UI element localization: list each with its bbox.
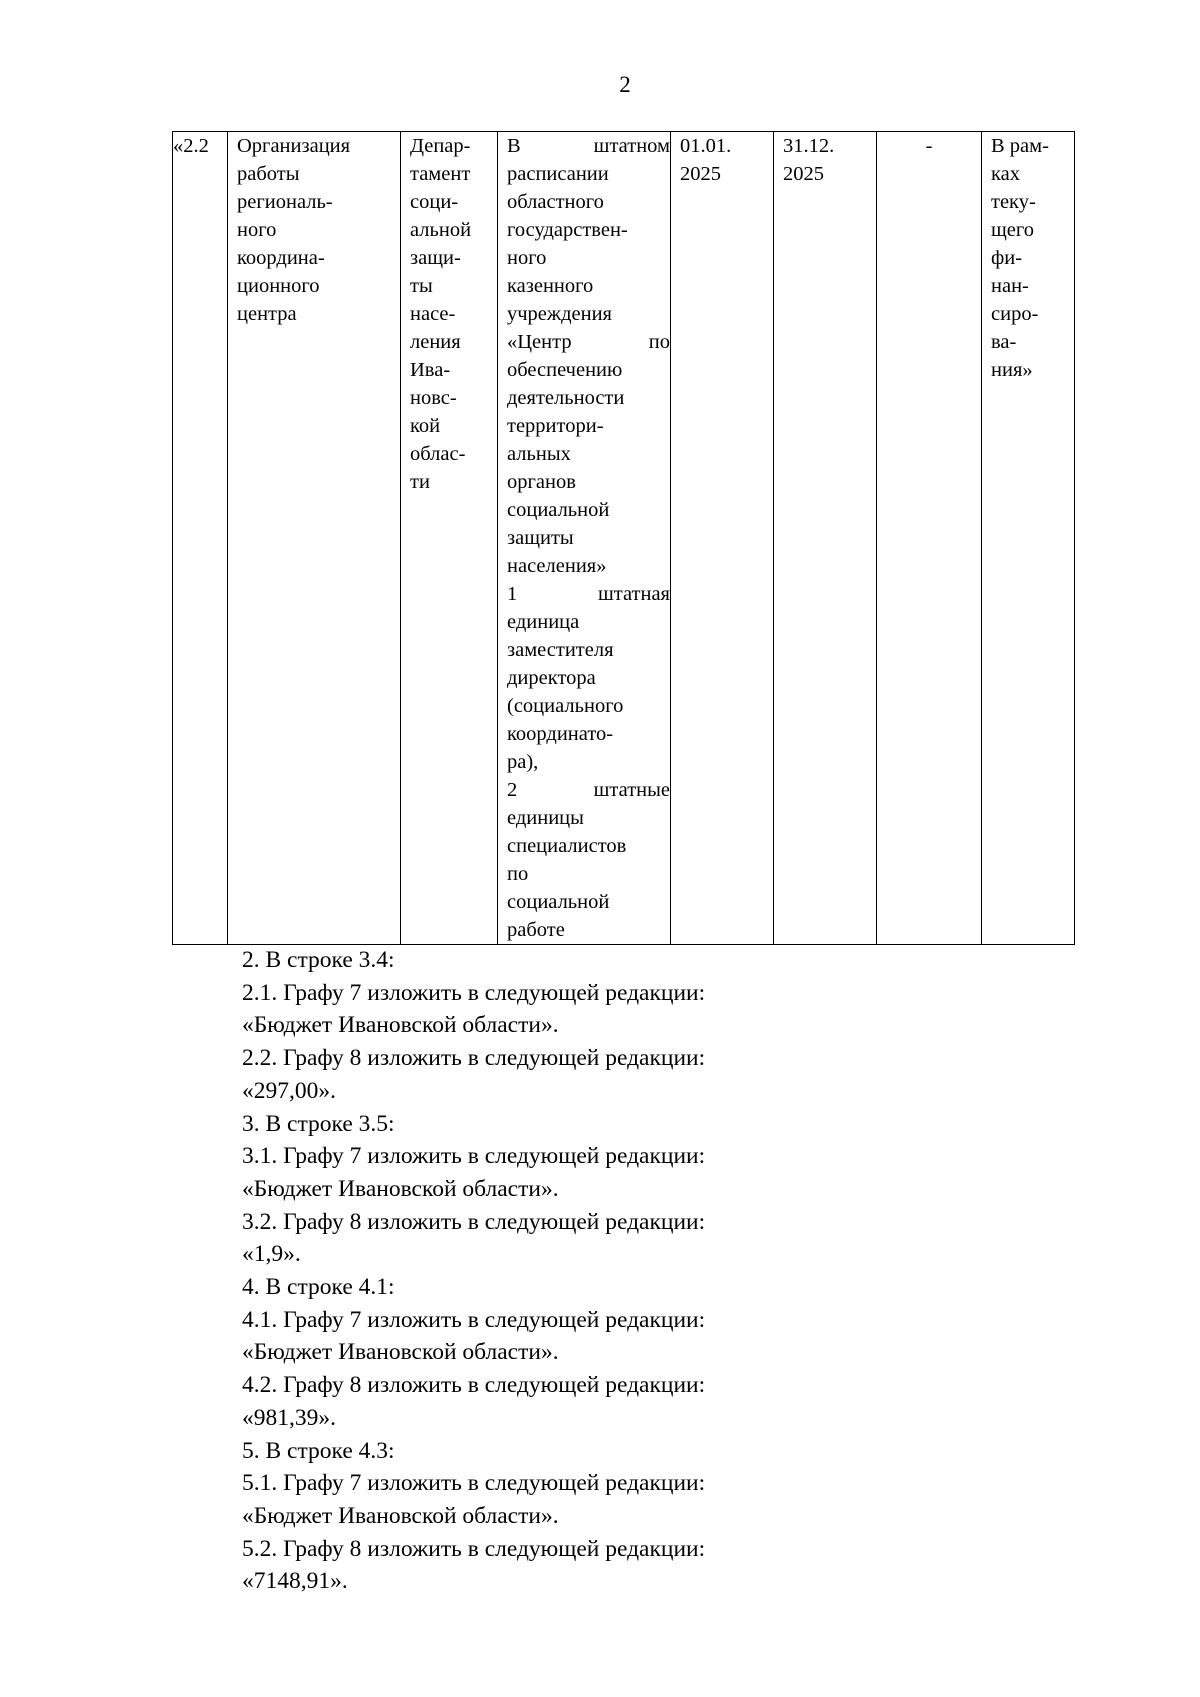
cell-expected-result [498, 132, 671, 945]
table [172, 131, 1075, 945]
paragraph: 5.1. Графу 7 изложить в следующей редакции: [242, 1470, 706, 1497]
paragraph: «7148,91». [242, 1568, 348, 1595]
cell-funding-source: В рам- ках теку- щего фи- нан- сиро- ва- ния» [982, 132, 1075, 945]
paragraph: «Бюджет Ивановской области». [242, 1012, 559, 1039]
result-line: 1 штатная [507, 583, 670, 605]
cell-end-date: 31.12. 2025 [774, 132, 877, 945]
table-row [173, 132, 1075, 945]
paragraph: 4.1. Графу 7 изложить в следующей редакции: [242, 1306, 706, 1333]
result-line: В штатном [507, 135, 670, 157]
result-text: единицы специалистов по социальной работе [507, 807, 627, 941]
paragraph: «1,9». [242, 1241, 301, 1268]
cell-activity-name: Организация работы региональ- ного координа- ционного центра [228, 132, 401, 945]
paragraph: «Бюджет Ивановской области». [242, 1175, 559, 1202]
result-line: 2 штатные [507, 779, 670, 801]
paragraph: 2. В строке 3.4: [242, 947, 395, 973]
paragraph: 2.1. Графу 7 изложить в следующей редакции: [242, 979, 706, 1006]
paragraph: «297,00». [242, 1077, 336, 1104]
plan-table [172, 131, 1075, 945]
paragraph: «Бюджет Ивановской области». [242, 1502, 559, 1529]
paragraph: 3. В строке 3.5: [242, 1110, 395, 1137]
paragraph: 3.1. Графу 7 изложить в следующей редакции: [242, 1143, 706, 1170]
paragraph: «981,39». [242, 1404, 336, 1431]
paragraph: 4. В строке 4.1: [242, 1274, 395, 1301]
cell-row-number: «2.2 [173, 132, 228, 945]
paragraph: 5.2. Графу 8 изложить в следующей редакции: [242, 1535, 706, 1562]
cell-start-date: 01.01. 2025 [671, 132, 774, 945]
paragraph: 4.2. Графу 8 изложить в следующей редакции: [242, 1372, 706, 1399]
paragraph: 5. В строке 4.3: [242, 1437, 395, 1464]
result-text: единица заместителя директора (социального координато- ра), [507, 611, 624, 773]
cell-executor: Депар- тамент соци- альной защи- ты насе- ления Ива- новс- кой облас- ти [401, 132, 498, 945]
paragraph: 2.2. Графу 8 изложить в следующей редакции: [242, 1045, 706, 1072]
result-line: «Центр по [507, 331, 670, 353]
paragraph: 3.2. Графу 8 изложить в следующей редакции: [242, 1208, 706, 1235]
cell-amount: - [877, 132, 982, 945]
amendment-text [242, 944, 705, 1598]
paragraph: «Бюджет Ивановской области». [242, 1339, 559, 1366]
page-number: 2 [619, 72, 631, 97]
result-text: расписании областного государствен- ного казенного учреждения [507, 163, 628, 325]
result-text: обеспечению деятельности территори- альных органов социальной защиты населения» [507, 359, 625, 577]
